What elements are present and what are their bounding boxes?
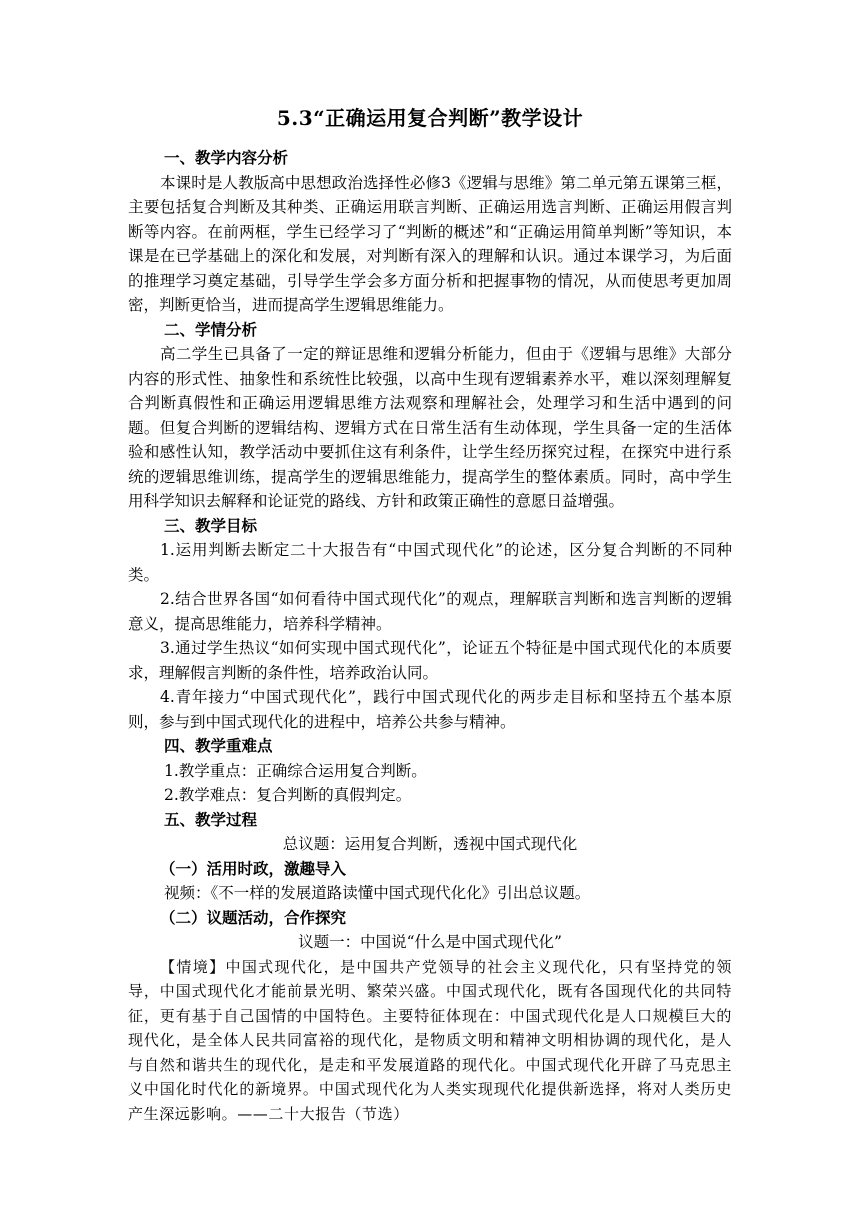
key-point-item: 2.教学难点：复合判断的真假判定。 xyxy=(164,786,412,804)
objective-item: 4.青年接力“中国式现代化”，践行中国式现代化的两步走目标和坚持五个基本原则，参与到中国式现代化的进程中，培养公共参与精神。 xyxy=(128,688,732,731)
section-heading-process: 五、教学过程 xyxy=(164,809,258,829)
document-body xyxy=(128,146,732,1126)
subsection-heading-inquiry: （二）议题活动，合作探究 xyxy=(160,907,347,927)
objective-item: 3.通过学生热议“如何实现中国式现代化”，论证五个特征是中国式现代化的本质要求，理解假言判断的条件性，培养政治认同。 xyxy=(128,639,732,682)
paragraph-content-analysis: 本课时是人教版高中思想政治选择性必修3《逻辑与思维》第二单元第五课第三框，主要包括复合判断及其种类、正确运用联言判断、正确运用选言判断、正确运用假言判断等内容。在前两框，学生已经学习了“判断的概述”和“正确运用简单判断”等知识，本课是在已学基础上的深化和发展，对判断有深入的理解和认识。通过本课学习，为后面的推理学习奠定基础，引导学生学会多方面分析和把握事物的情况，从而使思考更加周密，判断更恰当，进而提高学生逻辑思维能力。 xyxy=(128,173,732,314)
paragraph-student-analysis: 高二学生已具备了一定的辩证思维和逻辑分析能力，但由于《逻辑与思维》大部分内容的形式性、抽象性和系统性比较强，以高中生现有逻辑素养水平，难以深刻理解复合判断真假性和正确运用逻辑思维方法观察和理解社会，处理学习和生活中遇到的问题。但复合判断的逻辑结构、逻辑方式在日常生活有生动体现，学生具备一定的生活体验和感性认知，教学活动中要抓住这有利条件，让学生经历探究过程，在探究中进行系统的逻辑思维训练，提高学生的逻辑思维能力，提高学生的整体素质。同时，高中学生用科学知识去解释和论证党的路线、方针和政策正确性的意愿日益增强。 xyxy=(128,345,732,510)
intro-video-text: 视频：《不一样的发展道路读懂中国式现代化化》引出总议题。 xyxy=(164,884,591,902)
section-heading-objectives: 三、教学目标 xyxy=(164,515,258,535)
topic-one: 议题一：中国说“什么是中国式现代化” xyxy=(298,933,562,951)
context-paragraph: 【情境】中国式现代化，是中国共产党领导的社会主义现代化，只有坚持党的领导，中国式现代化才能前景光明、繁荣兴盛。中国式现代化，既有各国现代化的共同特征，更有基于自己国情的中国特色。主要特征体现在：中国式现代化是人口规模巨大的现代化，是全体人民共同富裕的现代化，是物质文明和精神文明相协调的现代化，是人与自然和谐共生的现代化，是走和平发展道路的现代化。中国式现代化开辟了马克思主义中国化时代化的新境界。中国式现代化为人类实现现代化提供新选择，将对人类历史产生深远影响。——二十大报告（节选） xyxy=(128,957,732,1123)
document-title: 5.3“正确运用复合判断”教学设计 xyxy=(276,106,584,130)
subsection-heading-intro: （一）活用时政，激趣导入 xyxy=(160,858,347,878)
overall-topic: 总议题：运用复合判断，透视中国式现代化 xyxy=(282,835,578,853)
section-heading-key-points: 四、教学重难点 xyxy=(164,736,273,755)
section-heading-content-analysis: 一、教学内容分析 xyxy=(164,148,289,167)
key-point-item: 1.教学重点：正确综合运用复合判断。 xyxy=(164,761,427,780)
objective-item: 2.结合世界各国“如何看待中国式现代化”的观点，理解联言判断和选言判断的逻辑意义，提高思维能力，培养科学精神。 xyxy=(128,590,732,633)
section-heading-student-analysis: 二、学情分析 xyxy=(164,319,258,339)
objective-item: 1.运用判断去断定二十大报告有“中国式现代化”的论述，区分复合判断的不同种类。 xyxy=(128,541,732,584)
